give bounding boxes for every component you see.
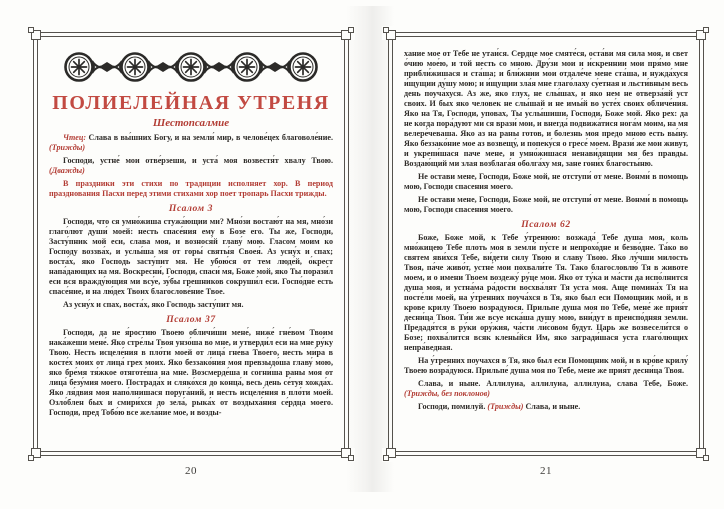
paragraph xyxy=(49,156,333,176)
psalm-heading: Псалом 37 xyxy=(166,314,216,325)
text-segment: На у́тренних поучахся в Тя, яко был еси Помощник мой, и в кро́ве крилу́ Твоею возра́дуюся. Прильпе́ душа моя по Тебе, мене же прия́т десни́ца Твоя. xyxy=(404,356,688,375)
paragraph xyxy=(404,172,688,192)
text-segment: Господи, помилуй. xyxy=(418,402,488,411)
text-segment: (Дважды) xyxy=(49,166,85,175)
text-segment: Боже, Боже мой, к Тебе у́тренюю: возжада́ Тебе душа моя, коль мно́жицею Тебе плоть моя в земли́ пу́сте и непрохо́дне и безво́дне. Та́ко во святем яви́хся Тебе, ви́дети силу Твою и славу Твою. Яко лу́чши милость Твоя, па́че живо́т, устне́ мои похвали́те Тя. Тако благословлю́ Тя в животе моем, и о имени Твоем воздежу́ ру́це мои. Яко от ту́ка и ма́сти да испо́лнится душа моя, и устна́ма ра́дости восхва́лят Тя уста моя. Аще помина́х Тя на посте́ли моей, на у́тренних поуча́хся в Тя, яко был еси Помощник мой, и в крове крилу Твоею возрадуюся. Прильпе душа моя по Тебе, мене́ же прия́т десни́ца Твоя. Ти́и же всуе иска́ша душу мою, вни́дут в преиспо́дняя земли. Предадя́тся в ру́ки ору́жия, ча́сти ли́совом будут. Царь же возвесели́тся о Бозе; похва́лится всяк клены́йся Им, яко загради́шася уста глаго́лющих непра́ведная. xyxy=(404,233,688,352)
right-page-body xyxy=(394,38,698,450)
page-subtitle: Шестопсалмие xyxy=(152,117,230,129)
psalm-heading: Псалом 3 xyxy=(168,203,214,214)
frame-corner-ornament xyxy=(27,26,41,40)
paragraph xyxy=(404,233,688,353)
frame-corner-ornament xyxy=(382,448,396,462)
text-segment: Слава, и ныне. xyxy=(525,402,581,411)
text-segment: Чтец: xyxy=(63,133,89,142)
frame-corner-ornament xyxy=(341,448,355,462)
text-segment: Слава в вы́шних Богу, и на земли́ мир, в челове́цех благоволе́ние. xyxy=(88,133,333,142)
text-segment: хание мое от Тебе не утаи́ся. Сердце мое смяте́ся, оста́ви мя сила моя, и свет о́чию мое́ю, и той несть со мною. Дру́зи мои и и́скреннии мои пря́мо мне прибли́жишася и ста́ша; и бли́жнии мои отдале́че мене ста́ша, и нужда́хуся и́щущии ду́шу мою; и и́щущии зла́я мне глаго́лаху су́етная и льсти́вным весь день поуча́хуся. Аз же, яко глух, не слы́шах, и яко нем не отверза́яй уст своих. И бых яко человек не слы́шай и не имы́й во усте́х своих обличе́ния. Яко на Тя, Господи, уповах, Ты услы́шиши, Господи, Боже мой. Яко рех: да не когда пора́дуют ми ся врази́ мои, и внегда́ подвижа́тися нога́м моим, на мя велере́чеваша. Яко аз на раны готов, и болезнь моя предо мною есть вы́ну. Яко беззако́ние мое аз возвещу́, и попеку́ся о гресе́ моем. Врази́ же мои живут, и укрепи́шася паче мене, и умно́жишася ненави́дящии мя без правды. Воздаю́щий ми злая возблага́я оболга́ху мя, зане гони́х благосты́ню. xyxy=(404,49,688,168)
text-segment: Аз усну́х и спах, воста́х, яко Господь засту́пит мя. xyxy=(63,300,244,309)
page-gutter-shadow xyxy=(346,6,394,492)
right-page-frame xyxy=(388,32,704,456)
text-segment: (Трижды, без поклонов) xyxy=(404,389,490,398)
paragraph xyxy=(49,328,333,418)
text-segment: В праздники эти стихи по традиции исполняет хор. В период празднования Пасхи перед этими стихами хор поет тропарь Пасхи трижды. xyxy=(49,179,333,198)
left-page-frame xyxy=(33,32,349,456)
frame-corner-ornament xyxy=(696,448,710,462)
frame-corner-ornament xyxy=(27,448,41,462)
left-page-body xyxy=(39,38,343,450)
text-segment: Слава, и ныне. Аллилуиа, аллилуиа, аллилуиа, слава Тебе, Боже. xyxy=(418,379,688,388)
text-segment: Господи, да не я́ростию Твоею обличи́ши мене́, ниже́ гне́вом Твоим нака́жеши мене́. Яко стре́лы Твоя унзо́ша во мне, и утверди́л еси на мне ру́ку Твою. Несть исцеле́ния в пло́ти моей от лица́ гне́ва Твоего, несть ми́ра в косте́х моих от лица́ грех моих. Яко беззако́ния моя превзыдо́ша главу́ мою, яко бре́мя тя́жкое отяготе́ша на мне. Возсмерде́ша и согни́ша раны моя от лица́ безу́мия моего. Пострада́х и сляко́хся до конца́, весь день се́туя хожда́х. Яко ля́двия моя напо́лнишася поруга́ний, и несть исцеле́ния в пло́ти моей. Озло́блен бых и смири́хся до зела́, рыка́х от воздыха́ния се́рдца моего. Господи, пред Тобо́ю все жела́ние мое, и возды- xyxy=(49,328,333,417)
paragraph xyxy=(49,133,333,153)
paragraph xyxy=(49,179,333,199)
paragraph xyxy=(49,300,333,310)
paragraph xyxy=(404,402,688,412)
psalm-heading: Псалом 62 xyxy=(521,219,571,230)
text-segment: Не остави мене, Господи, Боже мой, не отступи́ от мене. Вонми́ в помощь мою, Господи спасения моего. xyxy=(404,172,688,191)
paragraph xyxy=(404,379,688,399)
text-segment: (Трижды) xyxy=(49,143,86,152)
left-page xyxy=(33,32,349,477)
paragraph xyxy=(404,49,688,169)
paragraph xyxy=(49,217,333,297)
paragraph xyxy=(404,356,688,376)
frame-corner-ornament xyxy=(382,26,396,40)
page-number-left: 20 xyxy=(185,465,197,477)
frame-corner-ornament xyxy=(696,26,710,40)
right-page xyxy=(388,32,704,477)
right-page-content xyxy=(404,49,688,412)
frame-corner-ornament xyxy=(341,26,355,40)
text-segment: Господи, что ся умно́жиша стужа́ющии ми? Мно́зи востаю́т на мя, мно́зи глаго́лют души́ моей: несть спасе́ния ему в Бозе его. Ты же, Господи, Засту́пник мой еси, слава моя, и вознося́й главу́ мою. Гласом моим ко Господу воззва́х, и услы́ша мя от горы́ святы́я Своея́. Аз усну́х и спах; воста́х, яко Господь засту́пит мя. Не убою́ся от тем люде́й, о́крест напа́дающих на мя. Воскресни́, Господи, спаси́ мя, Боже мой, яко Ты порази́л еси вся вражду́ющия ми всу́е, зу́бы грешников сокруши́л еси. Госпо́дне есть спасе́ние, и на лю́дех Твоих благослове́ние Твое. xyxy=(49,217,333,296)
text-segment: Не остави мене, Господи, Боже мой, не отступи́ от мене. Вонми́ в помощь мою, Господи спасения моего. xyxy=(404,195,688,214)
text-segment: (Трижды) xyxy=(487,402,526,411)
page-number-right: 21 xyxy=(540,465,552,477)
paragraph xyxy=(404,195,688,215)
left-page-content xyxy=(49,133,333,418)
page-title: ПОЛИЕЛЕЙНАЯ УТРЕНЯ xyxy=(52,92,330,114)
text-segment: Господи, устне́ мои отве́рзеши, и уста́ моя возвестя́т хвалу Твою. xyxy=(63,156,333,165)
knotwork-ornament-band xyxy=(62,49,320,85)
